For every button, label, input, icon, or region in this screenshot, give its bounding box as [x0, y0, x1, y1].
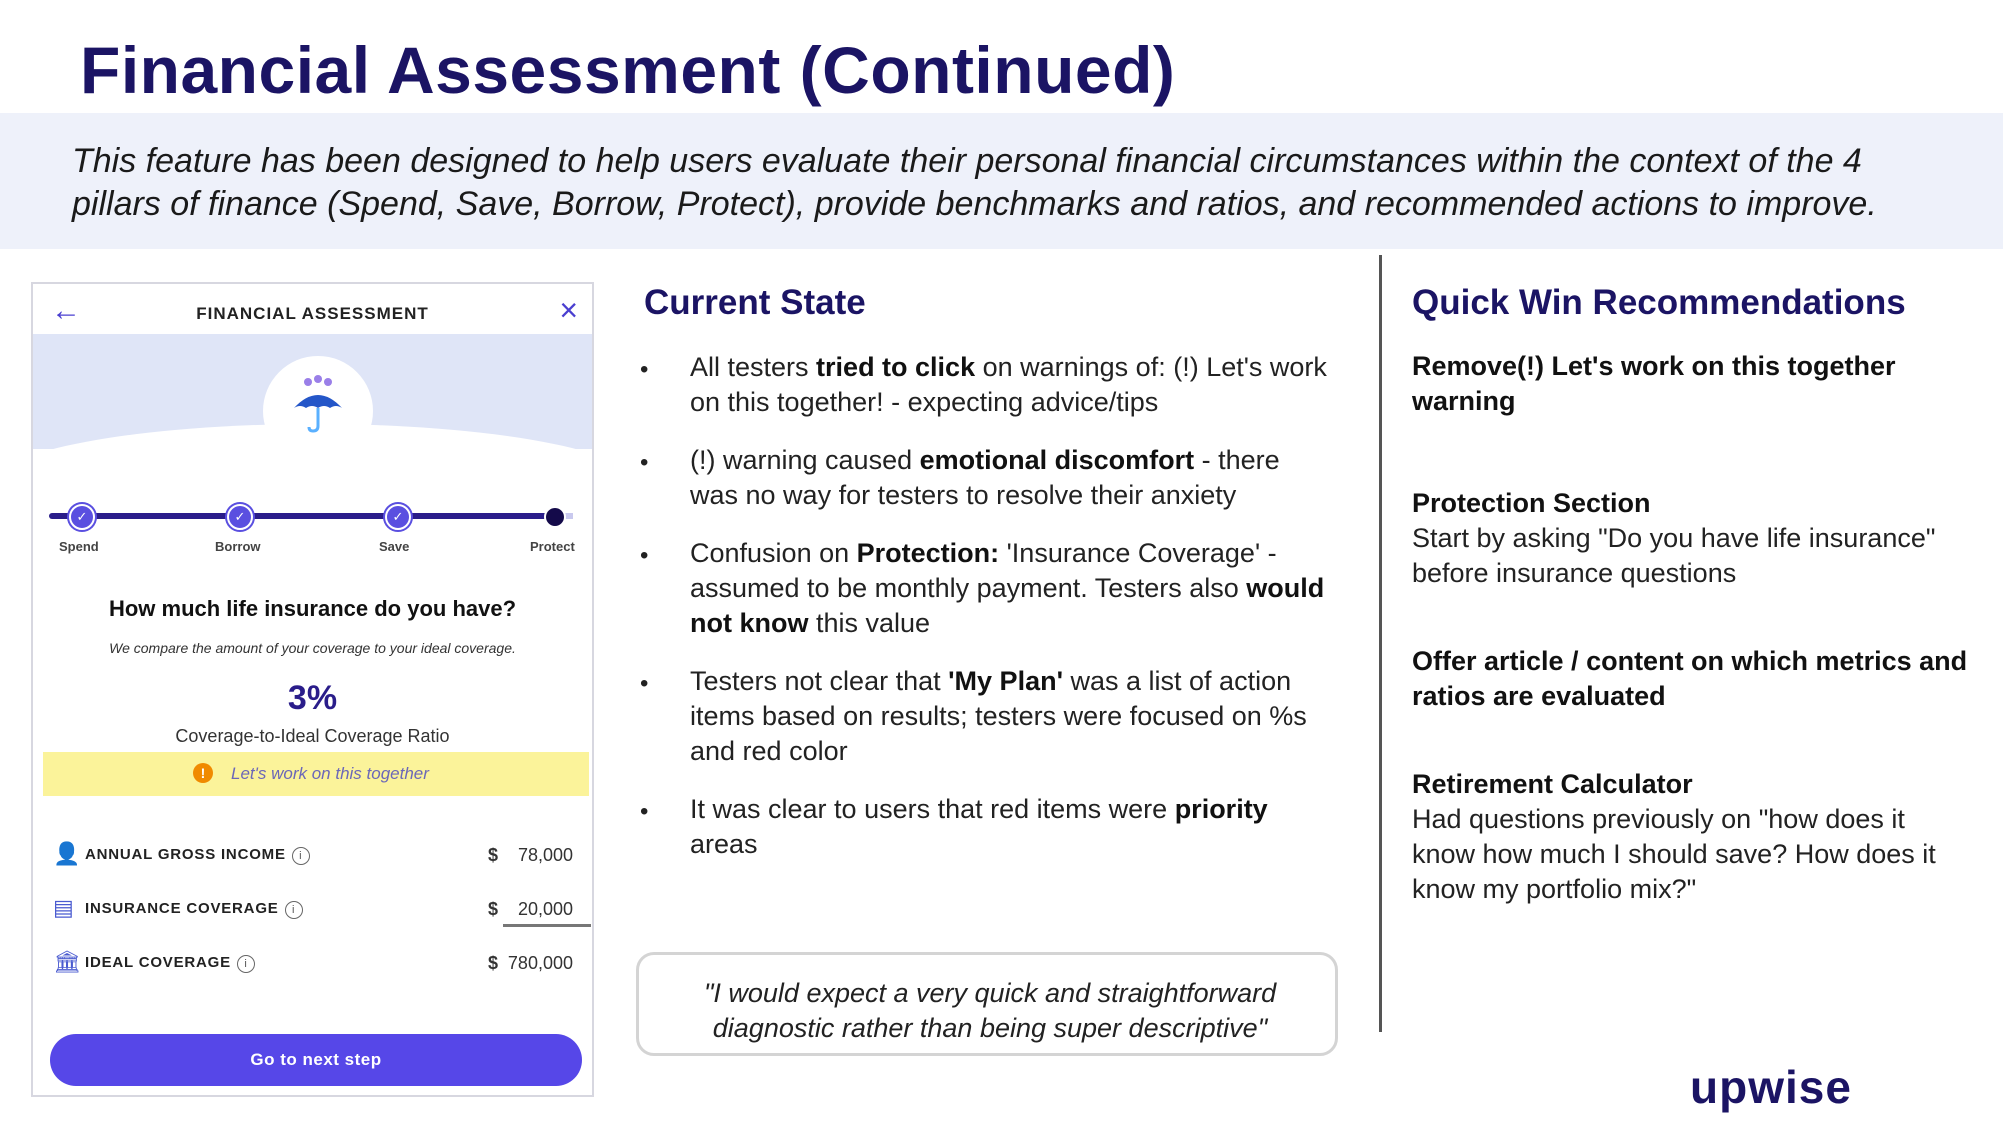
warning-icon: ! [193, 763, 213, 783]
recommendation-title: Offer article / content on which metrics and ratios are evaluated [1412, 646, 1968, 711]
step-label-protect: Protect [530, 539, 575, 554]
info-icon[interactable]: i [237, 955, 255, 973]
row-value: 78,000 [517, 845, 573, 865]
recommendation-title: Remove(!) Let's work on this together warning [1412, 351, 1896, 416]
recommendation-item [1412, 486, 1972, 591]
back-arrow-icon[interactable]: ← [51, 294, 81, 327]
list-item: • All testers tried to click on warnings of: (!) Let's work on this together! - expecting advice/tips [690, 350, 1330, 420]
recommendation-item [1412, 349, 1972, 419]
ideal-coverage-row [53, 947, 573, 981]
recommendation-body: Start by asking "Do you have life insurance" before insurance questions [1412, 523, 1936, 588]
warning-text[interactable]: Let's work on this together [231, 764, 429, 783]
question-subtitle: We compare the amount of your coverage to your ideal coverage. [109, 640, 516, 656]
recommendation-title: Retirement Calculator [1412, 769, 1693, 799]
income-row [53, 839, 573, 873]
step-dot-spend-icon: ✓ [69, 504, 95, 530]
close-icon[interactable]: × [559, 292, 578, 328]
recommendation-item [1412, 644, 1972, 714]
row-value: 780,000 [507, 953, 573, 973]
phone-title: FINANCIAL ASSESSMENT [196, 304, 429, 323]
slide-title: Financial Assessment (Continued) [80, 33, 1176, 107]
next-step-button[interactable]: Go to next step [50, 1034, 582, 1086]
step-dot-protect-icon [544, 506, 566, 528]
currency-symbol: $ [488, 845, 499, 865]
row-label: INSURANCE COVERAGE i [85, 900, 303, 919]
insurance-coverage-input[interactable]: 20,000 [517, 899, 573, 919]
input-underline [503, 924, 591, 927]
quote-text: "I would expect a very quick and straightforward diagnostic rather than being super descriptive" [703, 978, 1277, 1043]
document-icon: ▤ [53, 895, 74, 920]
progress-track [49, 513, 565, 519]
phone-screenshot [31, 282, 594, 1097]
recommendation-item [1412, 767, 1972, 907]
info-icon[interactable]: i [285, 901, 303, 919]
intro-text: This feature has been designed to help users evaluate their personal financial circumstances within the context of the 4 pillars of finance (Spend, Save, Borrow, Protect), provide benchmarks and ratios, and recommended actions to improve. [72, 142, 1877, 223]
bank-icon: 🏛 [53, 949, 81, 974]
income-icon: 👤 [53, 841, 81, 866]
row-label: ANNUAL GROSS INCOME i [85, 846, 310, 865]
list-item: • It was clear to users that red items were priority areas [690, 792, 1330, 862]
row-label: IDEAL COVERAGE i [85, 954, 255, 973]
list-item: • Testers not clear that 'My Plan' was a list of action items based on results; testers were focused on %s and red color [690, 664, 1330, 769]
recommendation-title: Protection Section [1412, 488, 1651, 518]
list-item: • Confusion on Protection: 'Insurance Coverage' - assumed to be monthly payment. Testers also would not know this value [690, 536, 1330, 641]
insurance-row[interactable] [53, 893, 573, 927]
quick-wins-heading: Quick Win Recommendations [1412, 283, 1906, 322]
recommendation-body: Had questions previously on "how does it know how much I should save? How does it know my portfolio mix?" [1412, 804, 1936, 904]
step-dot-borrow-icon: ✓ [227, 504, 253, 530]
current-state-list [690, 350, 1330, 885]
currency-symbol: $ [488, 899, 499, 919]
current-state-heading: Current State [644, 283, 866, 322]
step-label-save: Save [379, 539, 410, 554]
step-dot-save-icon: ✓ [385, 504, 411, 530]
ratio-label: Coverage-to-Ideal Coverage Ratio [175, 726, 450, 746]
step-label-borrow: Borrow [215, 539, 261, 554]
question-heading: How much life insurance do you have? [108, 596, 517, 621]
currency-symbol: $ [488, 953, 499, 973]
coverage-percent: 3% [287, 679, 338, 717]
upwise-logo: upwise [1690, 1061, 1852, 1113]
info-icon[interactable]: i [292, 847, 310, 865]
column-divider [1379, 255, 1382, 1032]
umbrella-icon [288, 374, 348, 434]
step-label-spend: Spend [59, 539, 99, 554]
list-item: • (!) warning caused emotional discomfort - there was no way for testers to resolve their anxiety [690, 443, 1330, 513]
